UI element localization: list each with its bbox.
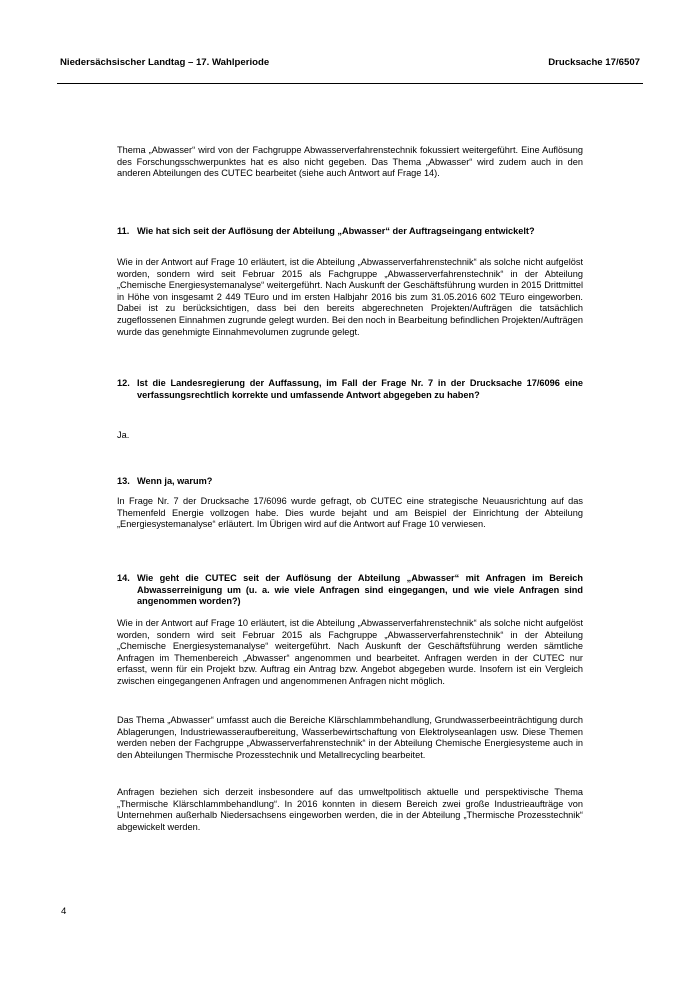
answer-paragraph: Anfragen beziehen sich derzeit insbesondere auf das umweltpolitisch aktuelle und perspektivische Thema „Thermische Klärschlammbehandlung“. In 2016 konnten in diesem Bereich zwei große Industrieaufträge von Unternehmen außerhalb Niedersachsens eingeworben werden, die in der Abteilung „Thermische Prozesstechnik“ abgewickelt werden. <box>117 787 583 832</box>
question-11 <box>117 226 583 238</box>
question-text: Wie geht die CUTEC seit der Auflösung der Abteilung „Abwasser“ mit Anfragen im Bereich Abwasserreinigung um (u. a. wie viele Anfragen sind eingegangen, und wie viele Anfragen sind angenommen worden?) <box>137 573 583 607</box>
question-13 <box>117 476 583 488</box>
intro-paragraph: Thema „Abwasser“ wird von der Fachgruppe Abwasserverfahrenstechnik fokussiert weitergeführt. Eine Auflösung des Forschungsschwerpunktes hat es also nicht gegeben. Das Thema „Abwasser“ wird zudem auch in den anderen Abteilungen des CUTEC bearbeitet (siehe auch Antwort auf Frage 14). <box>117 145 583 179</box>
question-number: 11. <box>117 226 130 236</box>
question-text: Wenn ja, warum? <box>137 476 213 486</box>
question-text: Wie hat sich seit der Auflösung der Abteilung „Abwasser“ der Auftragseingang entwickelt? <box>137 226 535 236</box>
answer-paragraph: Das Thema „Abwasser“ umfasst auch die Bereiche Klärschlammbehandlung, Grundwasserbeeinträchtigung durch Ablagerungen, Industriewasseraufbereitung, Wasserbewirtschaftung von Elektrolyseanlagen usw. Diese Themen werden neben der Fachgruppe „Abwasserverfahrenstechnik“ in der Abteilung Chemische Energiesysteme auch in den Abteilungen Thermische Prozesstechnik und Metallrecycling bearbeitet. <box>117 715 583 760</box>
question-number: 13. <box>117 476 130 486</box>
answer-paragraph: In Frage Nr. 7 der Drucksache 17/6096 wurde gefragt, ob CUTEC eine strategische Neuausrichtung auf das Themenfeld Energie vollzogen habe. Dies wurde bejaht und am Beispiel der Einrichtung der Abteilung „Energiesystemanalyse“ erläutert. Im Übrigen wird auf die Antwort auf Frage 10 verwiesen. <box>117 496 583 530</box>
page-number: 4 <box>61 906 67 917</box>
header-rule <box>57 83 643 84</box>
header-parliament: Niedersächsischer Landtag – 17. Wahlperiode <box>60 57 270 68</box>
header-document-number: Drucksache 17/6507 <box>548 57 640 68</box>
answer-paragraph: Wie in der Antwort auf Frage 10 erläutert, ist die Abteilung „Abwasserverfahrenstechnik“ als solche nicht aufgelöst worden, sondern wird seit Februar 2015 als Fachgruppe „Abwasserverfahrenstechnik“ in der Abteilung „Chemische Energiesystemanalyse“ weitergeführt. Nach Auskunft der Geschäftsführung wurden in 2015 Drittmittel in Höhe von insgesamt 2 449 TEuro und im ersten Halbjahr 2016 bis zum 31.05.2016 602 TEuro eingeworben. Dabei ist zu berücksichtigen, dass bei den bereits abgerechneten Projekten/Aufträgen die tatsächlich zugeflossenen Einnahmen zugrunde gelegt wurden. Bei den noch in Bearbeitung befindlichen Projekten/Aufträgen wurde das genehmigte Einnahmevolumen zugrunde gelegt. <box>117 257 583 337</box>
question-12 <box>117 378 583 401</box>
answer-paragraph: Wie in der Antwort auf Frage 10 erläutert, ist die Abteilung „Abwasserverfahrenstechnik“ als solche nicht aufgelöst worden, sondern wird seit Februar 2015 als Fachgruppe „Abwasserverfahrenstechnik“ in der Abteilung „Chemische Energiesystemanalyse“ weitergeführt. Nach Auskunft der Geschäftsführung werden sämtliche Anfragen im Themenbereich „Abwasser“ angenommen und bearbeitet. Anfragen werden in der CUTEC nur erfasst, wenn für ein Projekt bzw. Auftrag ein Antrag bzw. Angebot abgegeben wurde. Insofern ist ein Vergleich zwischen eingegangenen Anfragen und angenommenen Anfragen nicht möglich. <box>117 618 583 686</box>
answer-paragraph: Ja. <box>117 430 130 440</box>
question-text: Ist die Landesregierung der Auffassung, im Fall der Frage Nr. 7 in der Drucksache 17/6096 eine verfassungsrechtlich korrekte und umfassende Antwort abgegeben zu haben? <box>137 378 583 400</box>
question-number: 14. <box>117 573 130 583</box>
question-number: 12. <box>117 378 130 388</box>
question-14 <box>117 573 583 608</box>
